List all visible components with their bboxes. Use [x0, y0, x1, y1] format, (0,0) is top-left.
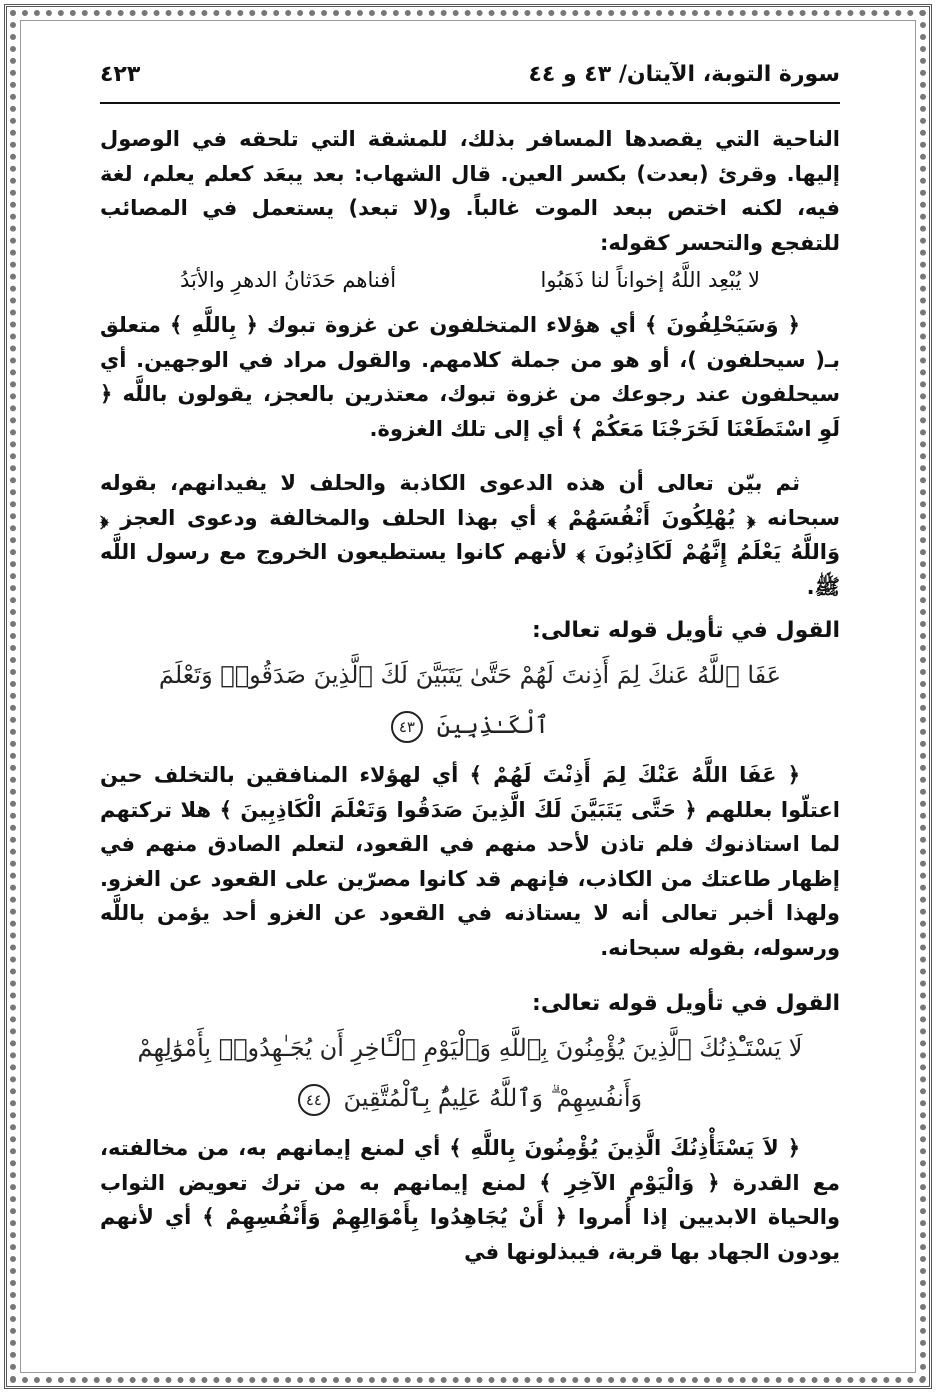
- ayah-44-line-2: [100, 1073, 840, 1123]
- paragraph-1: الناحية التي يقصدها المسافر بذلك، للمشقة التي تلحقه في الوصول إليها. وقرئ (بعدت) بكسر العين. قال الشهاب: بعد يبعَد كعلم يعلم، لغة فيه، لكنه اختص ببعد الموت غالباً. و(لا تبعد) يستعمل في المصائب للتفجع والتحسر كقوله:: [100, 127, 840, 255]
- header-rule: [100, 102, 840, 104]
- running-header: [100, 62, 840, 96]
- ayah-43-line-2-text: ٱلْكَـٰذِبِينَ: [436, 711, 550, 739]
- poem-hemistich-left: أفناهم حَدَثانُ الدهرِ والأبَدُ: [180, 268, 397, 292]
- paragraph-4: ﴿ عَفَا اللَّهُ عَنْكَ لِمَ أَذِنْتَ لَهُمْ ﴾ أي لهؤلاء المنافقين بالتخلف حين اعتلّوا بعللهم ﴿ حَتَّى يَتَبَيَّنَ لَكَ الَّذِينَ صَدَقُوا وَتَعْلَمَ الْكَاذِبِينَ ﴾ هلا تركتهم لما استاذنوك فلم تاذن لأحد منهم في القعود، لتعلم الصادق منهم في إظهار طاعتك من الكاذب، فإنهم قد كانوا مصرّين على القعود عن الغزو. ولهذا أخبر تعالى أنه لا يستاذنه في القعود عن الغزو أحد يؤمن باللَّه ورسوله، بقوله سبحانه.: [100, 763, 840, 960]
- ayah-44-line-2-text: وَأَنفُسِهِمْ ۗ وَٱللَّهُ عَلِيمٌۢ بِٱلْمُتَّقِينَ: [343, 1084, 643, 1112]
- ayah-44: [100, 1023, 840, 1123]
- page-number: ٤٢٣: [100, 62, 141, 87]
- ayah-43-line-1: عَفَا ٱللَّهُ عَنكَ لِمَ أَذِنتَ لَهُمْ حَتَّىٰ يَتَبَيَّنَ لَكَ ٱلَّذِينَ صَدَقُوا۟ وَتَعْلَمَ: [158, 661, 782, 689]
- paragraph-5: ﴿ لاَ يَسْتَأْذِنُكَ الَّذِينَ يُؤْمِنُونَ بِاللَّهِ ﴾ أي لمنع إيمانهم به، من مخالفته، مع القدرة ﴿ وَالْيَوْمِ الآخِرِ ﴾ لمنع إيمانهم به من ترك تعويض الثواب والحياة الابديين إذا أُمروا ﴿ أَنْ يُجَاهِدُوا بِأَمْوَالِهِمْ وَأَنْفُسِهِمْ ﴾ أي لأنهم يودون الجهاد بها قربة، فيبذلونها في: [100, 1136, 840, 1264]
- ayah-number-44: ٤٤: [298, 1084, 330, 1116]
- paragraph-2: ﴿ وَسَيَحْلِفُونَ ﴾ أي هؤلاء المتخلفون عن غزوة تبوك ﴿ بِاللَّهِ ﴾ متعلق بـ( سيحلفون )، أو هو من جملة كلامهم. والقول مراد في الوجهين. أي سيحلفون عند رجوعك من غزوة تبوك، معتذرين بالعجز، يقولون باللَّه ﴿ لَوِ اسْتَطَعْنَا لَخَرَجْنَا مَعَكُمْ ﴾ أي إلى تلك الغزوة.: [100, 313, 840, 441]
- poem-verse: [100, 260, 840, 300]
- paragraph-3: ثم بيّن تعالى أن هذه الدعوى الكاذبة والحلف لا يفيدانهم، بقوله سبحانه ﴿ يُهْلِكُونَ أَنْفُسَهُمْ ﴾ أي بهذا الحلف والمخالفة ودعوى العجز ﴿ وَاللَّهُ يَعْلَمُ إِنَّهُمْ لَكَاذِبُونَ ﴾ لأنهم كانوا يستطيعون الخروج مع رسول اللَّه ﷺ.: [100, 471, 840, 599]
- section-heading-1: القول في تأويل قوله تعالى:: [532, 618, 840, 643]
- ayah-43: [100, 650, 840, 750]
- ayah-43-line-2: [100, 700, 840, 750]
- section-heading-2: القول في تأويل قوله تعالى:: [532, 991, 840, 1016]
- ayah-number-43: ٤٣: [391, 711, 423, 743]
- ayah-44-line-1: لَا يَسْتَـْٔذِنُكَ ٱلَّذِينَ يُؤْمِنُونَ بِٱللَّهِ وَٱلْيَوْمِ ٱلْـَٔاخِرِ أَن يُجَـٰهِدُوا۟ بِأَمْوَٰلِهِمْ: [137, 1034, 803, 1062]
- book-page: [100, 62, 840, 1352]
- poem-hemistich-right: لا يُبْعِد اللَّهُ إخواناً لنا ذَهَبُوا: [540, 268, 760, 292]
- header-title: سورة التوبة، الآيتان/ ٤٣ و ٤٤: [528, 62, 840, 87]
